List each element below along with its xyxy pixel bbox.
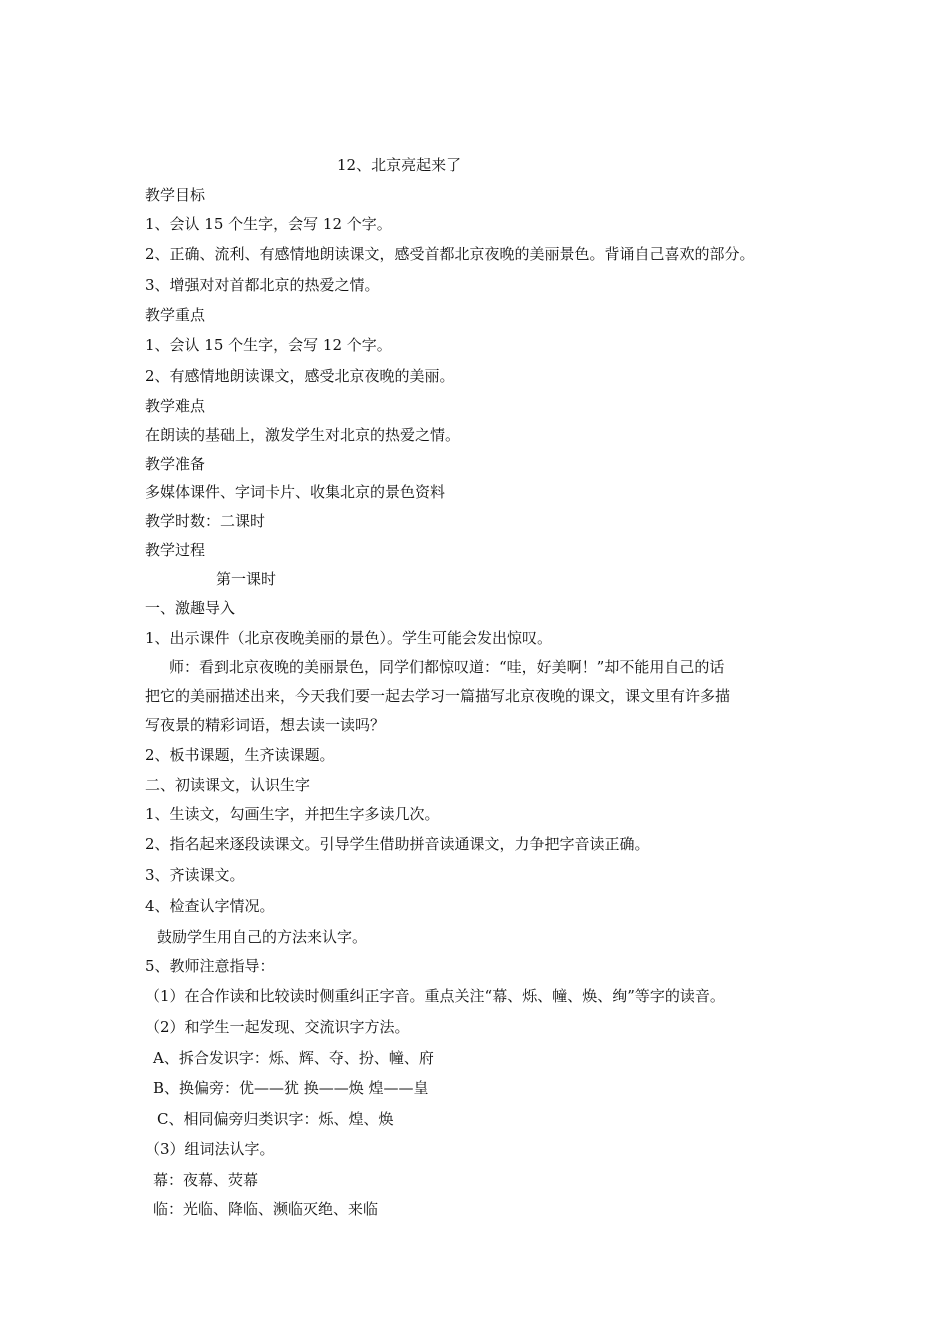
method-c: C、相同偏旁归类识字：烁、煌、焕 <box>157 1110 394 1128</box>
section-1-heading: 一、激趣导入 <box>145 599 236 617</box>
difficulty-text: 在朗读的基础上，激发学生对北京的热爱之情。 <box>145 426 461 444</box>
method-b: B、换偏旁：优——犹 换——焕 煌——皇 <box>153 1079 429 1097</box>
section-2-heading: 二、初读课文，认识生字 <box>145 776 311 794</box>
section-2-step-3: 3、齐读课文。 <box>145 866 245 884</box>
section-2-step-1: 1、生读文，勾画生字，并把生字多读几次。 <box>145 805 440 823</box>
teacher-paragraph-line-3: 写夜景的精彩词语，想去读一读吗？ <box>145 716 386 734</box>
section-1-step-2: 2、板书课题，生齐读课题。 <box>145 746 335 764</box>
guidance-item-1: （1）在合作读和比较读时侧重纠正字音。重点关注“幕、烁、幢、焕、绚”等字的读音。 <box>145 987 725 1005</box>
word-group-lin: 临：光临、降临、濒临灭绝、来临 <box>153 1200 379 1218</box>
heading-key-points: 教学重点 <box>145 306 206 324</box>
method-a: A、拆合发识字：烁、辉、夺、扮、幢、府 <box>153 1049 434 1067</box>
document-title: 12、北京亮起来了 <box>337 156 462 174</box>
section-2-step-2: 2、指名起来逐段读课文。引导学生借助拼音读通课文，力争把字音读正确。 <box>145 835 650 853</box>
key-point-1: 1、会认 15 个生字，会写 12 个字。 <box>145 336 392 354</box>
heading-teaching-goals: 教学目标 <box>145 186 206 204</box>
teacher-paragraph-line-1: 师：看到北京夜晚的美丽景色，同学们都惊叹道：“哇，好美啊！”却不能用自己的话 <box>169 658 725 676</box>
section-2-step-4: 4、检查认字情况。 <box>145 897 275 915</box>
lesson-heading: 第一课时 <box>216 570 277 588</box>
word-group-mu: 幕：夜幕、荧幕 <box>153 1171 259 1189</box>
teacher-paragraph-line-2: 把它的美丽描述出来，今天我们要一起去学习一篇描写北京夜晚的课文，课文里有许多描 <box>145 687 731 705</box>
goal-item-3: 3、增强对对首都北京的热爱之情。 <box>145 276 380 294</box>
section-2-step-5: 5、教师注意指导： <box>145 957 275 975</box>
section-1-step-1: 1、出示课件（北京夜晚美丽的景色）。学生可能会发出惊叹。 <box>145 629 553 647</box>
guidance-item-2: （2）和学生一起发现、交流识字方法。 <box>145 1018 410 1036</box>
encourage-text: 鼓励学生用自己的方法来认字。 <box>157 928 368 946</box>
heading-difficulties: 教学难点 <box>145 397 206 415</box>
key-point-2: 2、有感情地朗读课文，感受北京夜晚的美丽。 <box>145 367 455 385</box>
heading-process: 教学过程 <box>145 541 206 559</box>
goal-item-1: 1、会认 15 个生字，会写 12 个字。 <box>145 215 392 233</box>
goal-item-2: 2、正确、流利、有感情地朗读课文，感受首都北京夜晚的美丽景色。背诵自己喜欢的部分。 <box>145 245 755 263</box>
teaching-hours: 教学时数：二课时 <box>145 512 266 530</box>
heading-preparation: 教学准备 <box>145 455 206 473</box>
preparation-text: 多媒体课件、字词卡片、收集北京的景色资料 <box>145 483 446 501</box>
guidance-item-3: （3）组词法认字。 <box>145 1140 275 1158</box>
